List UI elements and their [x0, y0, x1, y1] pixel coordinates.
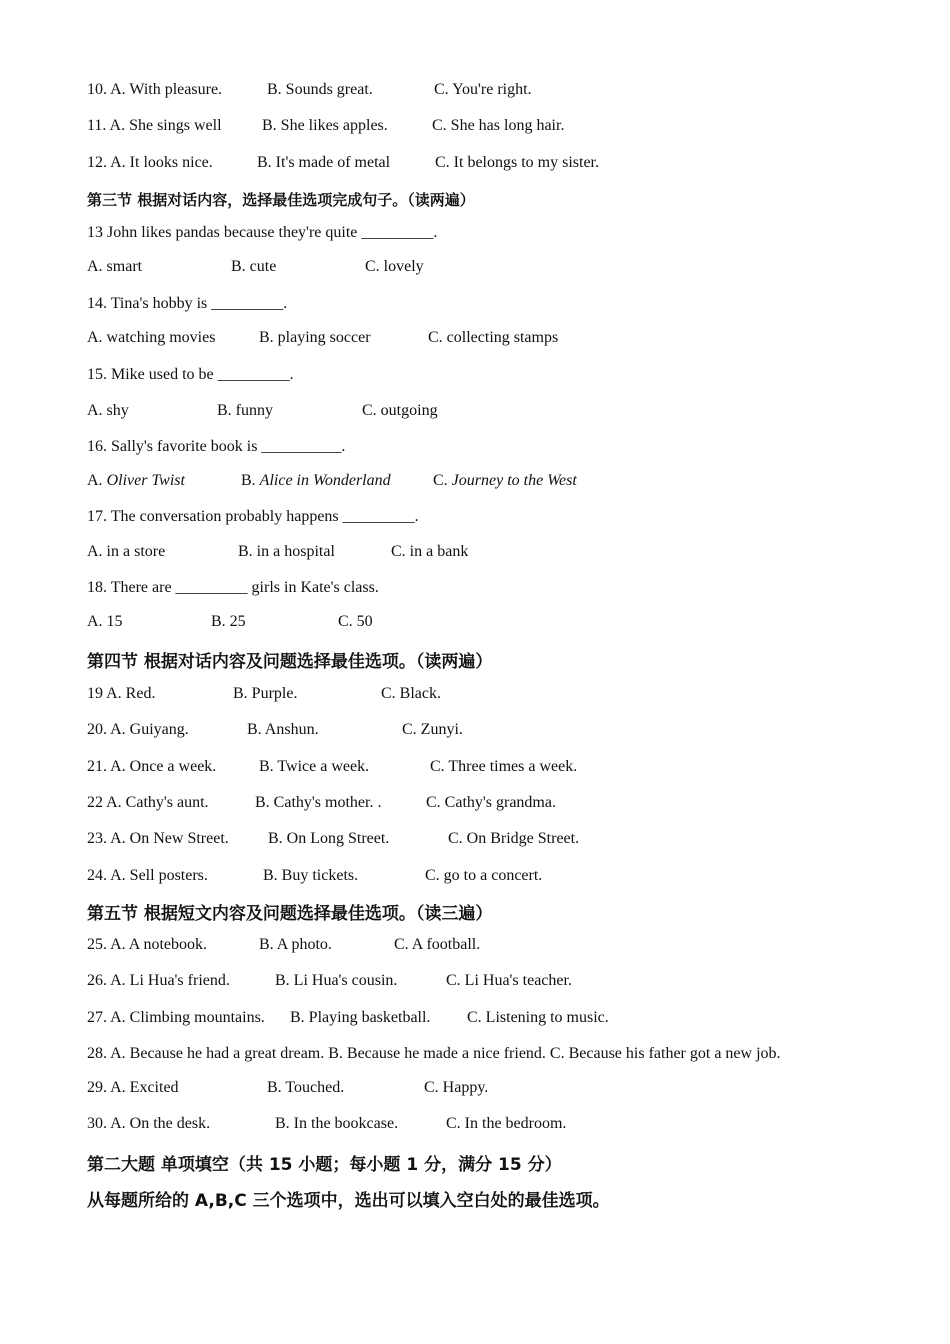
section-5-heading: 第五节 根据短文内容及问题选择最佳选项。（读三遍） — [87, 904, 493, 924]
option-a: A. 15 — [87, 613, 123, 630]
option-a: 11. A. She sings well — [87, 117, 222, 134]
option-b: B. On Long Street. — [268, 830, 390, 847]
option-a: 23. A. On New Street. — [87, 830, 229, 847]
option-b: B. Cathy's mother. . — [255, 794, 382, 811]
question-14-stem: 14. Tina's hobby is _________. — [87, 295, 288, 312]
option-a: 12. A. It looks nice. — [87, 154, 213, 171]
option-a: 29. A. Excited — [87, 1079, 179, 1096]
option-a: A. shy — [87, 402, 129, 419]
option-a — [87, 471, 185, 491]
option-a: 26. A. Li Hua's friend. — [87, 972, 230, 989]
option-b: B. Playing basketball. — [290, 1009, 431, 1026]
option-a: 25. A. A notebook. — [87, 936, 208, 953]
book-title-alice: Alice in Wonderland — [259, 472, 391, 489]
option-b: B. Sounds great. — [267, 81, 373, 98]
option-c: C. Black. — [381, 685, 441, 702]
option-b: B. 25 — [211, 613, 246, 630]
question-17-stem: 17. The conversation probably happens _________. — [87, 508, 419, 525]
section-4-heading: 第四节 根据对话内容及问题选择最佳选项。（读两遍） — [87, 652, 493, 672]
part-2-heading: 第二大题 单项填空（共 15 小题；每小题 1 分，满分 15 分） — [87, 1155, 562, 1175]
option-a: 24. A. Sell posters. — [87, 867, 208, 884]
option-c: C. Cathy's grandma. — [426, 794, 556, 811]
option-c: C. Three times a week. — [430, 758, 578, 775]
option-b: B. Anshun. — [247, 721, 319, 738]
option-b: B. Purple. — [233, 685, 298, 702]
option-c — [433, 471, 577, 491]
option-a-label: A. — [87, 472, 103, 489]
option-b: B. Li Hua's cousin. — [275, 972, 398, 989]
option-c: C. You're right. — [434, 81, 532, 98]
option-c: C. Listening to music. — [467, 1009, 609, 1026]
option-a: A. watching movies — [87, 329, 216, 346]
question-15-stem: 15. Mike used to be _________. — [87, 366, 294, 383]
option-b: B. A photo. — [259, 936, 332, 953]
option-b: B. It's made of metal — [257, 154, 391, 171]
option-a: A. smart — [87, 258, 143, 275]
book-title-journey: Journey to the West — [451, 472, 577, 489]
option-b: B. Buy tickets. — [263, 867, 359, 884]
option-c: C. Li Hua's teacher. — [446, 972, 572, 989]
option-c: C. outgoing — [362, 402, 438, 419]
option-c: C. Zunyi. — [402, 721, 463, 738]
option-c-label: C. — [433, 472, 448, 489]
option-b: B. In the bookcase. — [275, 1115, 399, 1132]
option-b: B. playing soccer — [259, 329, 371, 346]
question-28-options: 28. A. Because he had a great dream. B. Because he made a nice friend. C. Because his father got a new job. — [87, 1045, 781, 1062]
option-c: C. A football. — [394, 936, 481, 953]
question-16-stem: 16. Sally's favorite book is __________. — [87, 438, 346, 455]
option-c: C. In the bedroom. — [446, 1115, 567, 1132]
option-c: C. collecting stamps — [428, 329, 559, 346]
option-a: 27. A. Climbing mountains. — [87, 1009, 265, 1026]
option-c: C. in a bank — [391, 543, 469, 560]
option-a: 21. A. Once a week. — [87, 758, 217, 775]
option-c: C. 50 — [338, 613, 373, 630]
question-13-stem: 13 John likes pandas because they're quite _________. — [87, 224, 438, 241]
option-c: C. lovely — [365, 258, 424, 275]
option-c: C. go to a concert. — [425, 867, 543, 884]
option-c: C. She has long hair. — [432, 117, 565, 134]
section-3-heading: 第三节 根据对话内容，选择最佳选项完成句子。（读两遍） — [87, 191, 475, 209]
option-b: B. cute — [231, 258, 277, 275]
option-a: 19 A. Red. — [87, 685, 156, 702]
option-b: B. Touched. — [267, 1079, 345, 1096]
book-title-oliver-twist: Oliver Twist — [106, 472, 185, 489]
option-b: B. She likes apples. — [262, 117, 388, 134]
option-b: B. Twice a week. — [259, 758, 370, 775]
option-a: 10. A. With pleasure. — [87, 81, 223, 98]
option-b — [241, 471, 391, 491]
option-a: A. in a store — [87, 543, 166, 560]
option-b-label: B. — [241, 472, 256, 489]
question-18-stem: 18. There are _________ girls in Kate's class. — [87, 579, 379, 596]
option-a: 20. A. Guiyang. — [87, 721, 189, 738]
part-2-instruction: 从每题所给的 A,B,C 三个选项中，选出可以填入空白处的最佳选项。 — [87, 1191, 610, 1211]
option-b: B. funny — [217, 402, 273, 419]
option-c: C. On Bridge Street. — [448, 830, 580, 847]
option-b: B. in a hospital — [238, 543, 335, 560]
option-c: C. Happy. — [424, 1079, 489, 1096]
option-a: 30. A. On the desk. — [87, 1115, 211, 1132]
option-c: C. It belongs to my sister. — [435, 154, 599, 171]
option-a: 22 A. Cathy's aunt. — [87, 794, 209, 811]
